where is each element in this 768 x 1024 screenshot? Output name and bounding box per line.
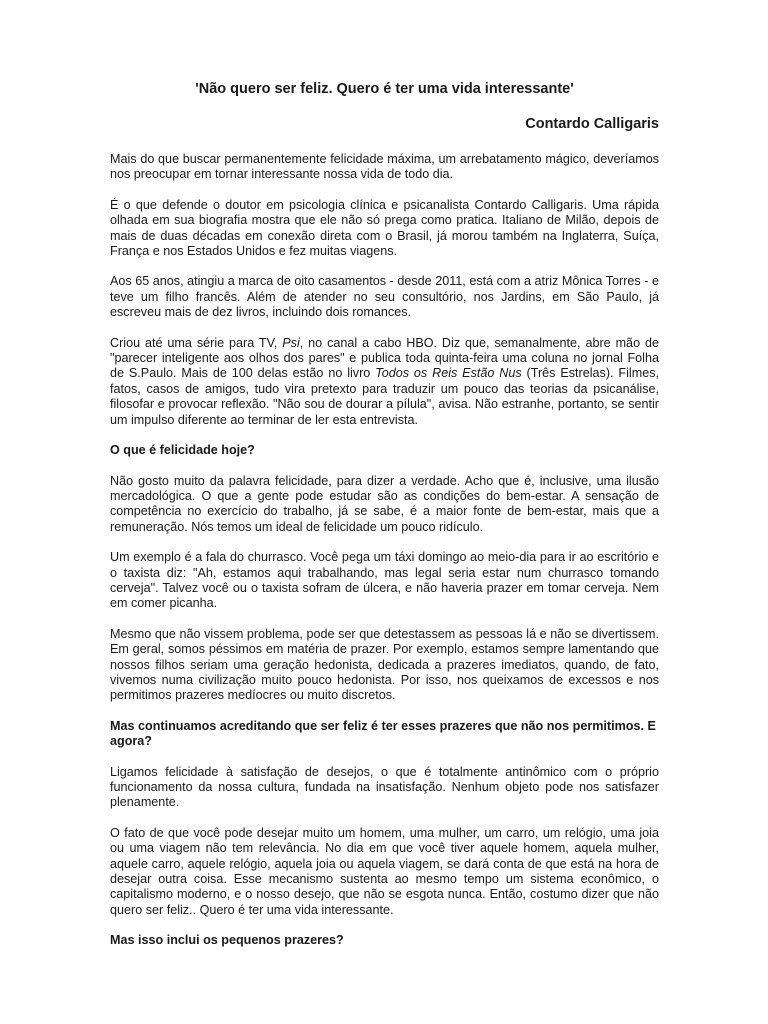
- text-run: , no canal a cabo HBO. Diz que, semanalmente, abre mão de "parecer inteligente aos olhos dos pares" e publica toda quinta-feira uma coluna no jornal Folha de S.Paulo. Mais de 100 delas estão no livro: [110, 335, 659, 381]
- text-run: Mesmo que não vissem problema, pode ser que detestassem as pessoas lá e não se divertissem. Em geral, somos péssimos em matéria de prazer. Por exemplo, estamos sempre lamentando que nossos filhos seriam uma geração hedonista, dedicada a prazeres imediatos, quando, de fato, vivemos numa civilização muito pouco hedonista. Por isso, nos queixamos de excessos e nos permitimos prazeres medíocres ou muito discretos.: [110, 626, 659, 703]
- text-run: O fato de que você pode desejar muito um homem, uma mulher, um carro, um relógio, uma joia ou uma viagem não tem relevância. No dia em que você tiver aquele homem, aquela mulher, aquele carro, aquele relógio, aquela joia ou aquela viagem, se dará conta de que está na hora de desejar outra coisa. Esse mecanismo sustenta ao mesmo tempo um sistema econômico, o capitalismo moderno, e o nosso desejo, que não se esgota nunca. Então, costumo dizer que não quero ser feliz.. Quero é ter uma vida interessante.: [110, 825, 659, 917]
- body-paragraph: [110, 336, 659, 428]
- text-run: Não gosto muito da palavra felicidade, para dizer a verdade. Acho que é, inclusive, uma ilusão mercadológica. O que a gente pode estudar são as condições do bem-estar. A sensação de competência no exercício do trabalho, já se sabe, é a maior fonte de bem-estar, mais que a remuneração. Nós temos um ideal de felicidade um pouco ridículo.: [110, 473, 659, 534]
- text-run: Criou até uma série para TV,: [110, 335, 283, 350]
- text-run: Mas isso inclui os pequenos prazeres?: [110, 933, 344, 948]
- body-paragraph: [110, 765, 659, 811]
- body-paragraph: [110, 274, 659, 320]
- article-body: [110, 152, 659, 949]
- text-run: É o que defende o doutor em psicologia clínica e psicanalista Contardo Calligaris. Uma rápida olhada em sua biografia mostra que ele não só prega como pratica. Italiano de Milão, depois de mais de duas décadas em conexão direta com o Brasil, já morou também na Inglaterra, Suíça, França e nos Estados Unidos e fez muitas viagens.: [110, 197, 659, 259]
- article-author: Contardo Calligaris: [525, 116, 659, 132]
- body-paragraph: [110, 627, 659, 704]
- body-paragraph: [110, 826, 659, 918]
- interview-question: [110, 443, 659, 458]
- text-run: (Três Estrelas). Filmes, fatos, casos de amigos, tudo vira pretexto para traduzir um pouco das teorias da psicanálise, filosofar e provocar reflexão. "Não sou de dourar a pílula", avisa. Não estranhe, portanto, se sentir um impulso diferente ao terminar de ler esta entrevista.: [110, 366, 659, 427]
- text-run: O que é felicidade hoje?: [110, 443, 255, 458]
- italic-title: Psi: [282, 335, 300, 350]
- body-paragraph: [110, 198, 659, 260]
- body-paragraph: [110, 550, 659, 612]
- interview-question: [110, 719, 659, 750]
- body-paragraph: [110, 474, 659, 536]
- body-paragraph: [110, 152, 659, 183]
- article-title: 'Não quero ser feliz. Quero é ter uma vida interessante': [195, 81, 574, 97]
- text-run: Ligamos felicidade à satisfação de desejos, o que é totalmente antinômico com o próprio funcionamento da nossa cultura, fundada na insatisfação. Nenhum objeto pode nos satisfazer plenamente.: [110, 764, 659, 810]
- text-run: Mais do que buscar permanentemente felicidade máxima, um arrebatamento mágico, deveríamos nos preocupar em tornar interessante nossa vida de todo dia.: [110, 152, 659, 182]
- document-page: [110, 80, 659, 964]
- text-run: Mas continuamos acreditando que ser feliz é ter esses prazeres que não nos permitimos. E agora?: [110, 718, 656, 749]
- interview-question: [110, 933, 659, 948]
- text-run: Um exemplo é a fala do churrasco. Você pega um táxi domingo ao meio-dia para ir ao escritório e o taxista diz: "Ah, estamos aqui trabalhando, mas legal seria estar num churrasco tomando cerveja". Talvez você ou o taxista sofram de úlcera, e não haveria prazer em tomar cerveja. Nem em comer picanha.: [110, 550, 659, 611]
- text-run: Aos 65 anos, atingiu a marca de oito casamentos - desde 2011, está com a atriz Mônica Torres - e teve um filho francês. Além de atender no seu consultório, nos Jardins, em São Paulo, já escreveu mais de dez livros, incluindo dois romances.: [110, 274, 659, 320]
- italic-title: Todos os Reis Estão Nus: [375, 366, 522, 381]
